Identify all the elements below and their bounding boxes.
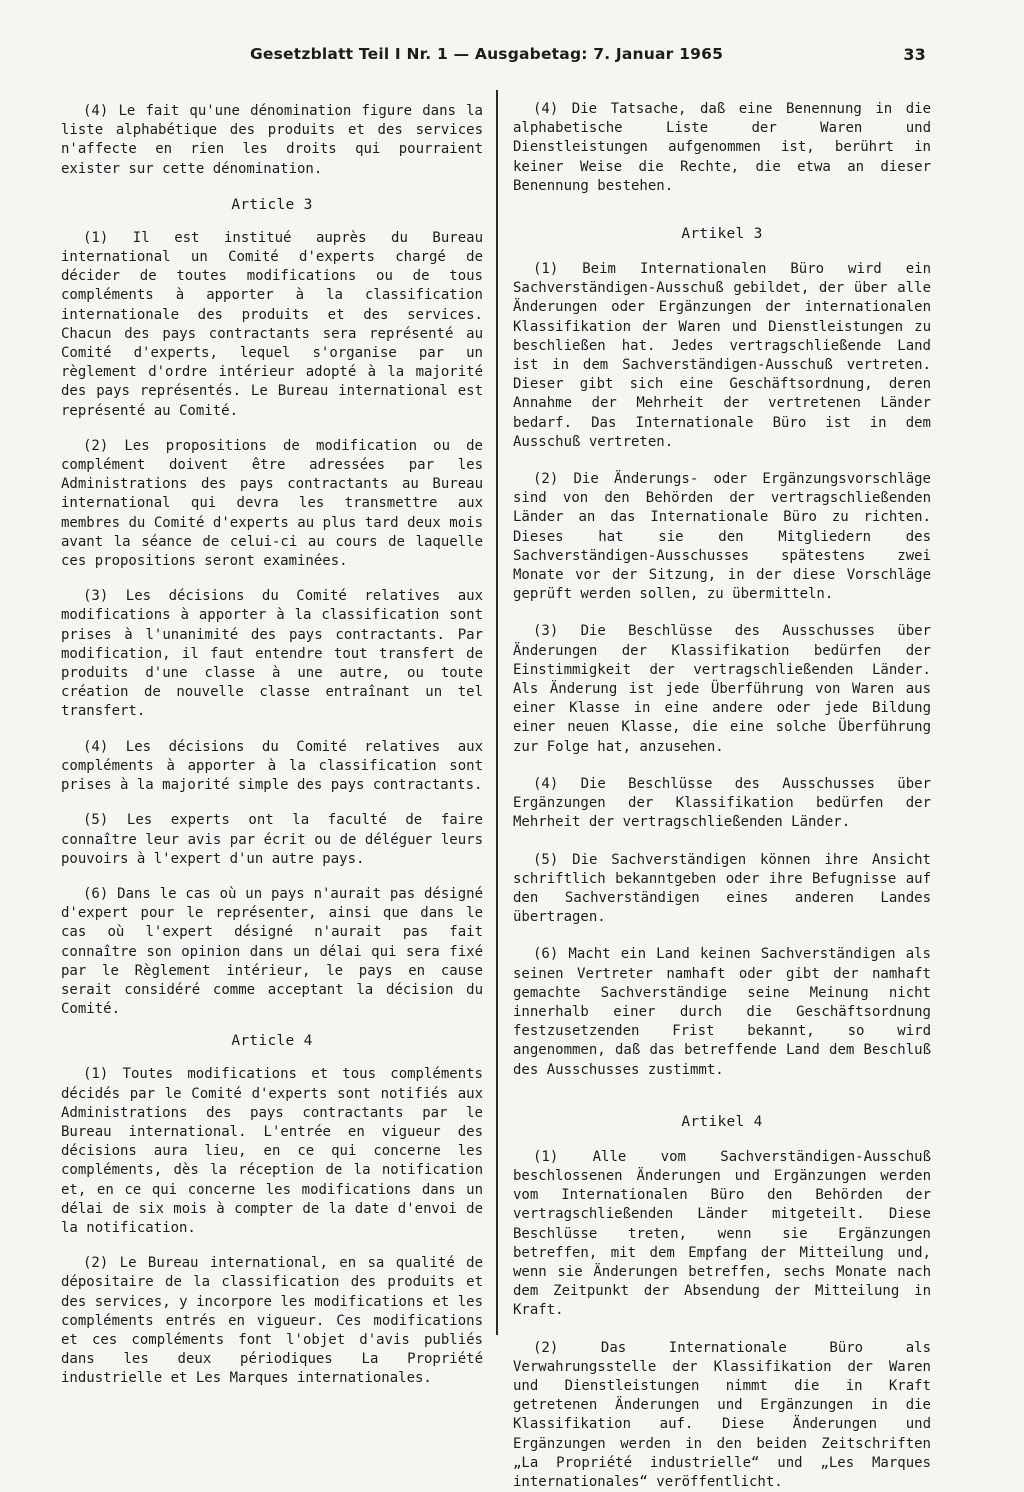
- paragraph: (3) Die Beschlüsse des Ausschusses über Änderungen der Klassifikation bedürfen der Einstimmigkeit der vertragschließenden Länder. Als Änderung ist jede Überführung von Waren aus einer Klasse in eine andere oder jede Bildung einer neuen Klasse, die eine solche Überführung zur Folge hat, anzusehen.: [513, 623, 931, 755]
- french-column: [61, 96, 483, 1389]
- article-4-heading: Article 4: [231, 1033, 313, 1050]
- paragraph: (2) Die Änderungs- oder Ergänzungsvorschläge sind von den Behörden der vertragschließenden Länder an das Internationale Büro zu richten. Dieses hat sie den Mitgliedern des Sachverständigen-Ausschusses spätestens zwei Monate vor der Sitzung, in der diese Vorschläge geprüft werden sollen, zu übermitteln.: [513, 471, 931, 603]
- paragraph: (5) Les experts ont la faculté de faire connaître leur avis par écrit ou de déléguer leurs pouvoirs à l'expert d'un autre pays.: [61, 812, 483, 867]
- paragraph: (6) Macht ein Land keinen Sachverständigen als seinen Vertreter namhaft oder gibt der namhaft gemachte Sachverständige seine Meinung nicht innerhalb einer durch die Geschäftsordnung festzusetzenden Frist bekannt, so wird angenommen, daß das betreffende Land dem Beschluß des Ausschusses zustimmt.: [513, 946, 931, 1078]
- paragraph: (4) Die Beschlüsse des Ausschusses über Ergänzungen der Klassifikation bedürfen der Mehrheit der vertragschließenden Länder.: [513, 775, 931, 831]
- paragraph: (2) Le Bureau international, en sa qualité de dépositaire de la classification des produits et des services, y incorpore les modifications et les compléments entrés en vigueur. Ces modifications et ces compléments font l'objet d'avis publiés dans les deux périodiques La Propriété industrielle et Les Marques internationales.: [61, 1255, 483, 1387]
- header-title: Gesetzblatt Teil I Nr. 1 — Ausgabetag: 7. Januar 1965: [250, 45, 724, 63]
- paragraph: (1) Alle vom Sachverständigen-Ausschuß beschlossenen Änderungen und Ergänzungen werden vom Internationalen Büro den Behörden der vertragschließenden Länder mitgeteilt. Diese Beschlüsse treten, wenn sie Ergänzungen betreffen, mit dem Empfang der Mitteilung und, wenn sie Änderungen betreffen, sechs Monate nach dem Zeitpunkt der Absendung der Mitteilung in Kraft.: [513, 1148, 931, 1319]
- page-number: 33: [903, 45, 926, 64]
- paragraph: (1) Il est institué auprès du Bureau international un Comité d'experts chargé de décider de toutes modifications ou de tous compléments à apporter à la classification internationale des produits et des services. Chacun des pays contractants sera représenté au Comité d'experts, lequel s'organise par un règlement d'ordre intérieur adopté à la majorité des pays représentés. Le Bureau international est représenté au Comité.: [61, 229, 483, 419]
- artikel-4-heading: Artikel 4: [681, 1113, 763, 1130]
- paragraph: (6) Dans le cas où un pays n'aurait pas désigné d'expert pour le représenter, ainsi que dans le cas où l'expert désigné n'aurait pas fait connaître son opinion dans un délai qui sera fixé par le Règlement intérieur, le pays en cause serait considéré comme acceptant la décision du Comité.: [61, 885, 483, 1018]
- paragraph: (4) Le fait qu'une dénomination figure dans la liste alphabétique des produits et des services n'affecte en rien les droits qui pourraient exister sur cette dénomination.: [61, 103, 483, 177]
- german-column: [513, 96, 931, 1492]
- paragraph: (3) Les décisions du Comité relatives aux modifications à apporter à la classification sont prises à l'unanimité des pays contractants. Par modification, il faut entendre tout transfert de produits d'une classe à une autre, ou toute création de nouvelle classe entraînant un tel transfert.: [61, 588, 483, 720]
- paragraph: (1) Beim Internationalen Büro wird ein Sachverständigen-Ausschuß gebildet, der über alle Änderungen oder Ergänzungen der internationalen Klassifikation der Waren und Dienstleistungen zu beschließen hat. Jedes vertragschließende Land ist in dem Sachverständigen-Ausschuß vertreten. Dieser gibt sich eine Geschäftsordnung, deren Annahme der Mehrheit der vertretenen Länder bedarf. Das Internationale Büro ist in dem Ausschuß vertreten.: [513, 261, 931, 450]
- article-3-heading: Article 3: [231, 196, 313, 213]
- paragraph: (2) Das Internationale Büro als Verwahrungsstelle der Klassifikation der Waren und Dienstleistungen nimmt die in Kraft getretenen Änderungen und Ergänzungen in die Klassifikation auf. Diese Änderungen und Ergänzungen werden in den beiden Zeitschriften „La Propriété industrielle“ und „Les Marques internationales“ veröffentlicht.: [513, 1339, 931, 1490]
- paragraph: (1) Toutes modifications et tous compléments décidés par le Comité d'experts sont notifiés aux Administrations des pays contractants par le Bureau international. L'entrée en vigueur des décisions aura lieu, en ce qui concerne les compléments, dès la réception de la notification et, en ce qui concerne les modifications dans un délai de six mois à compter de la date d'envoi de la notification.: [61, 1066, 483, 1236]
- paragraph: (5) Die Sachverständigen können ihre Ansicht schriftlich bekanntgeben oder ihre Befugnisse auf den Sachverständigen eines anderen Landes übertragen.: [513, 851, 931, 926]
- column-divider: [496, 90, 498, 1335]
- paragraph: (2) Les propositions de modification ou de complément doivent être adressées par les Administrations des pays contractants au Bureau international qui devra les transmettre aux membres du Comité d'experts au plus tard deux mois avant la séance de celui-ci au cours de laquelle ces propositions seront examinées.: [61, 437, 483, 570]
- paragraph: (4) Les décisions du Comité relatives aux compléments à apporter à la classification sont prises à la majorité simple des pays contractants.: [61, 738, 483, 794]
- page-header: [250, 45, 940, 63]
- paragraph: (4) Die Tatsache, daß eine Benennung in die alphabetische Liste der Waren und Dienstleistungen aufgenommen ist, berührt in keiner Weise die Rechte, die etwa an dieser Benennung bestehen.: [513, 101, 931, 194]
- artikel-3-heading: Artikel 3: [681, 226, 763, 243]
